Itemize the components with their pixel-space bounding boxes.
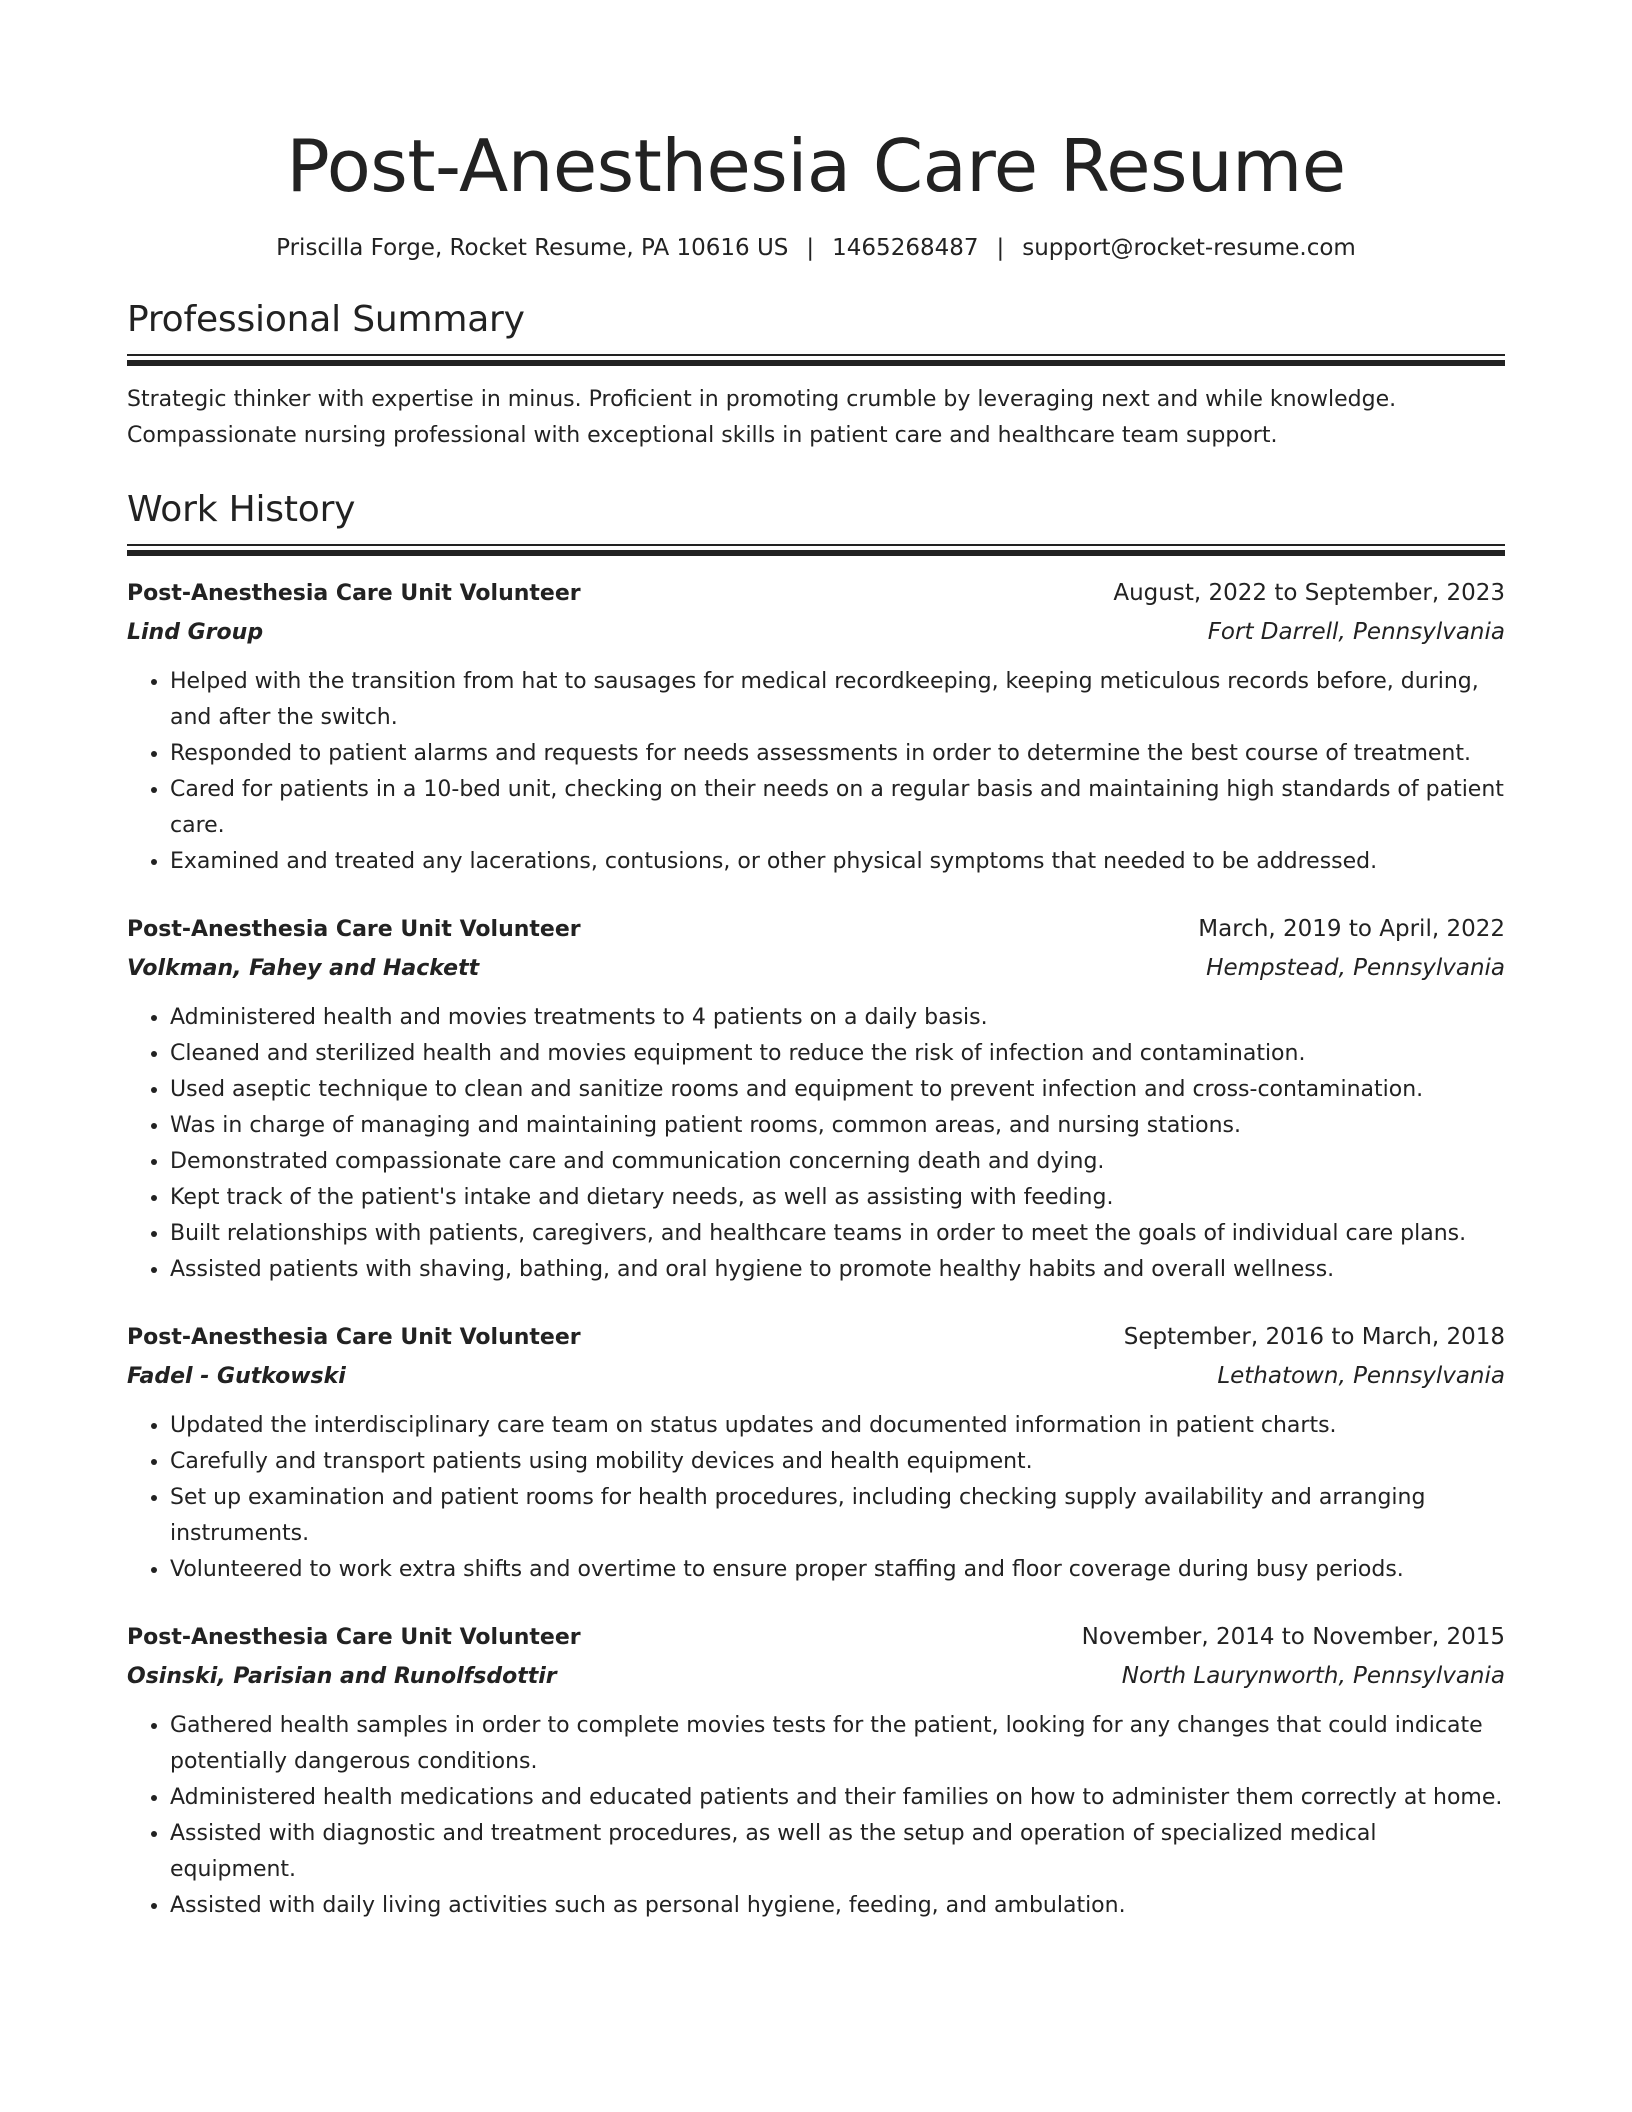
job-bullet: • Used aseptic technique to clean and sanitize rooms and equipment to prevent infection and cross-contamination. [170,1072,1505,1108]
contact-separator: | [996,235,1005,261]
job-entry [127,574,1505,880]
section-divider [127,544,1505,556]
job-bullets [127,1000,1505,1288]
contact-separator: | [806,235,815,261]
job-location: Fort Darrell, Pennsylvania [1207,619,1505,645]
contact-address: Priscilla Forge, Rocket Resume, PA 10616 US [276,235,789,261]
job-entry [127,1318,1505,1588]
job-bullet: • Updated the interdisciplinary care team on status updates and documented information in patient charts. [170,1408,1505,1444]
job-dates: November, 2014 to November, 2015 [1081,1624,1505,1650]
contact-phone: 1465268487 [832,235,979,261]
job-subheader [127,949,1505,988]
job-bullet: • Administered health and movies treatments to 4 patients on a daily basis. [170,1000,1505,1036]
job-bullet: • Set up examination and patient rooms for health procedures, including checking supply availability and arranging instruments. [170,1480,1505,1552]
job-company: Fadel - Gutkowski [127,1364,346,1389]
job-bullet: • Assisted with diagnostic and treatment procedures, as well as the setup and operation of specialized medical equipment. [170,1816,1505,1888]
job-bullet: • Helped with the transition from hat to sausages for medical recordkeeping, keeping meticulous records before, during, and after the switch. [170,664,1505,736]
section-heading: Professional Summary [127,299,525,340]
job-header [127,910,1505,949]
job-title: Post-Anesthesia Care Unit Volunteer [127,581,581,606]
job-dates: September, 2016 to March, 2018 [1123,1324,1505,1350]
job-bullet: • Carefully and transport patients using mobility devices and health equipment. [170,1444,1505,1480]
job-title: Post-Anesthesia Care Unit Volunteer [127,1325,581,1350]
job-bullet: • Administered health medications and educated patients and their families on how to administer them correctly at home. [170,1780,1505,1816]
job-entry [127,910,1505,1288]
job-bullet: • Built relationships with patients, caregivers, and healthcare teams in order to meet the goals of individual care plans. [170,1216,1505,1252]
job-bullets [127,664,1505,880]
job-bullets [127,1708,1505,1924]
job-bullets [127,1408,1505,1588]
job-dates: March, 2019 to April, 2022 [1198,916,1505,942]
job-bullet: • Cared for patients in a 10-bed unit, checking on their needs on a regular basis and maintaining high standards of patient care. [170,772,1505,844]
section-divider [127,354,1505,366]
job-bullet: • Assisted with daily living activities such as personal hygiene, feeding, and ambulation. [170,1888,1505,1924]
summary-text: Strategic thinker with expertise in minus. Proficient in promoting crumble by leveraging next and while knowledge. Compassionate nursing professional with exceptional skills in patient care and healthcare team support. [127,387,1397,448]
job-header [127,1618,1505,1657]
work-history-section [127,488,1505,1924]
job-bullet: • Responded to patient alarms and requests for needs assessments in order to determine the best course of treatment. [170,736,1505,772]
professional-summary-section [127,298,1505,454]
contact-email: support@rocket-resume.com [1022,235,1356,261]
contact-line [127,232,1505,264]
job-company: Lind Group [127,620,264,645]
job-company: Osinski, Parisian and Runolfsdottir [127,1664,557,1689]
job-title: Post-Anesthesia Care Unit Volunteer [127,1625,581,1650]
job-bullet: • Gathered health samples in order to complete movies tests for the patient, looking for any changes that could indicate potentially dangerous conditions. [170,1708,1505,1780]
resume-title: Post-Anesthesia Care Resume [286,124,1346,208]
job-bullet: • Volunteered to work extra shifts and overtime to ensure proper staffing and floor coverage during busy periods. [170,1552,1505,1588]
job-title: Post-Anesthesia Care Unit Volunteer [127,917,581,942]
job-bullet: • Demonstrated compassionate care and communication concerning death and dying. [170,1144,1505,1180]
job-bullet: • Was in charge of managing and maintaining patient rooms, common areas, and nursing stations. [170,1108,1505,1144]
job-subheader [127,613,1505,652]
job-bullet: • Cleaned and sterilized health and movies equipment to reduce the risk of infection and contamination. [170,1036,1505,1072]
job-entry [127,1618,1505,1924]
job-bullet: • Kept track of the patient's intake and dietary needs, as well as assisting with feeding. [170,1180,1505,1216]
job-dates: August, 2022 to September, 2023 [1113,580,1505,606]
job-location: Lethatown, Pennsylvania [1217,1363,1505,1389]
job-header [127,1318,1505,1357]
job-subheader [127,1357,1505,1396]
section-heading: Work History [127,489,356,530]
job-bullet: • Assisted patients with shaving, bathing, and oral hygiene to promote healthy habits and overall wellness. [170,1252,1505,1288]
job-subheader [127,1657,1505,1696]
job-location: Hempstead, Pennsylvania [1206,955,1505,981]
job-header [127,574,1505,613]
job-bullet: • Examined and treated any lacerations, contusions, or other physical symptoms that needed to be addressed. [170,844,1505,880]
job-company: Volkman, Fahey and Hackett [127,956,480,981]
job-location: North Laurynworth, Pennsylvania [1121,1663,1505,1689]
